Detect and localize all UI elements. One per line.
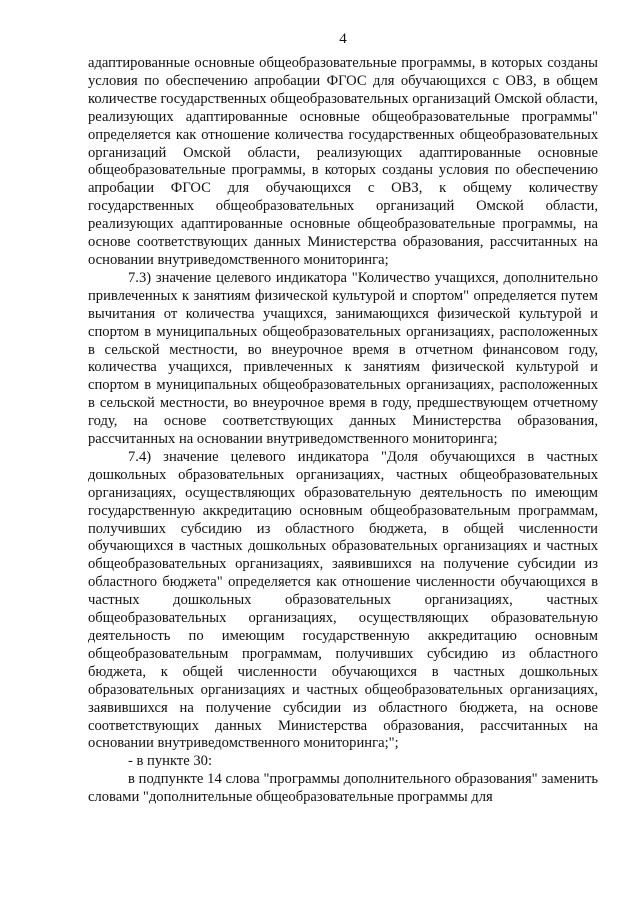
document-body — [88, 55, 598, 807]
page-number: 4 — [339, 31, 347, 47]
paragraph-continuation: адаптированные основные общеобразовательные программы, в которых созданы условия по обеспечению апробации ФГОС для обучающихся с ОВЗ, в общем количестве государственных общеобразовательных организаций Омской области, реализующих адаптированные основные общеобразовательные программы" определяется как отношение количества государственных общеобразовательных организаций Омской области, реализующих адаптированные основные общеобразовательные программы, в которых созданы условия по обеспечению апробации ФГОС для обучающихся с ОВЗ, к общему количеству государственных общеобразовательных организаций Омской области, реализующих адаптированные основные общеобразовательные программы, на основе соответствующих данных Министерства образования, рассчитанных на основании внутриведомственного мониторинга; — [88, 55, 599, 268]
paragraph-point-30: - в пункте 30: — [128, 753, 213, 770]
paragraph-7-4: 7.4) значение целевого индикатора "Доля обучающихся в частных дошкольных образовательных организациях, частных общеобразовательных организациях, осуществляющих образовательную деятельность по имеющим государственную аккредитацию основным общеобразовательным программам, получивших субсидию из областного бюджета, в общей численности обучающихся в частных дошкольных образовательных организациях и частных общеобразовательных организациях, заявившихся на получение субсидии из областного бюджета" определяется как отношение численности обучающихся в частных дошкольных образовательных организациях, частных общеобразовательных организациях, осуществляющих образовательную деятельность по имеющим государственную аккредитацию основным общеобразовательным программам, получивших субсидию из областного бюджета, к общей численности обучающихся в частных дошкольных образовательных организациях и частных общеобразовательных организациях, заявившихся на получение субсидии из областного бюджета, на основе соответствующих данных Министерства образования, рассчитанных на основании внутриведомственного мониторинга;"; — [88, 448, 598, 752]
paragraph-7-3: 7.3) значение целевого индикатора "Количество учащихся, дополнительно привлеченных к занятиям физической культурой и спортом" определяется путем вычитания от количества учащихся, занимающихся физической культурой и спортом в муниципальных общеобразовательных организациях, расположенных в сельской местности, во внеурочное время в отчетном финансовом году, количества учащихся, привлеченных к занятиям физической культурой и спортом в муниципальных общеобразовательных организациях, расположенных в сельской местности, во внеурочное время в году, предшествующем отчетному году, на основе соответствующих данных Министерства образования, рассчитанных на основании внутриведомственного мониторинга; — [88, 269, 598, 448]
paragraph-subpoint-14: в подпункте 14 слова "программы дополнительного образования" заменить словами "дополнительные общеобразовательные программы для — [88, 771, 598, 806]
